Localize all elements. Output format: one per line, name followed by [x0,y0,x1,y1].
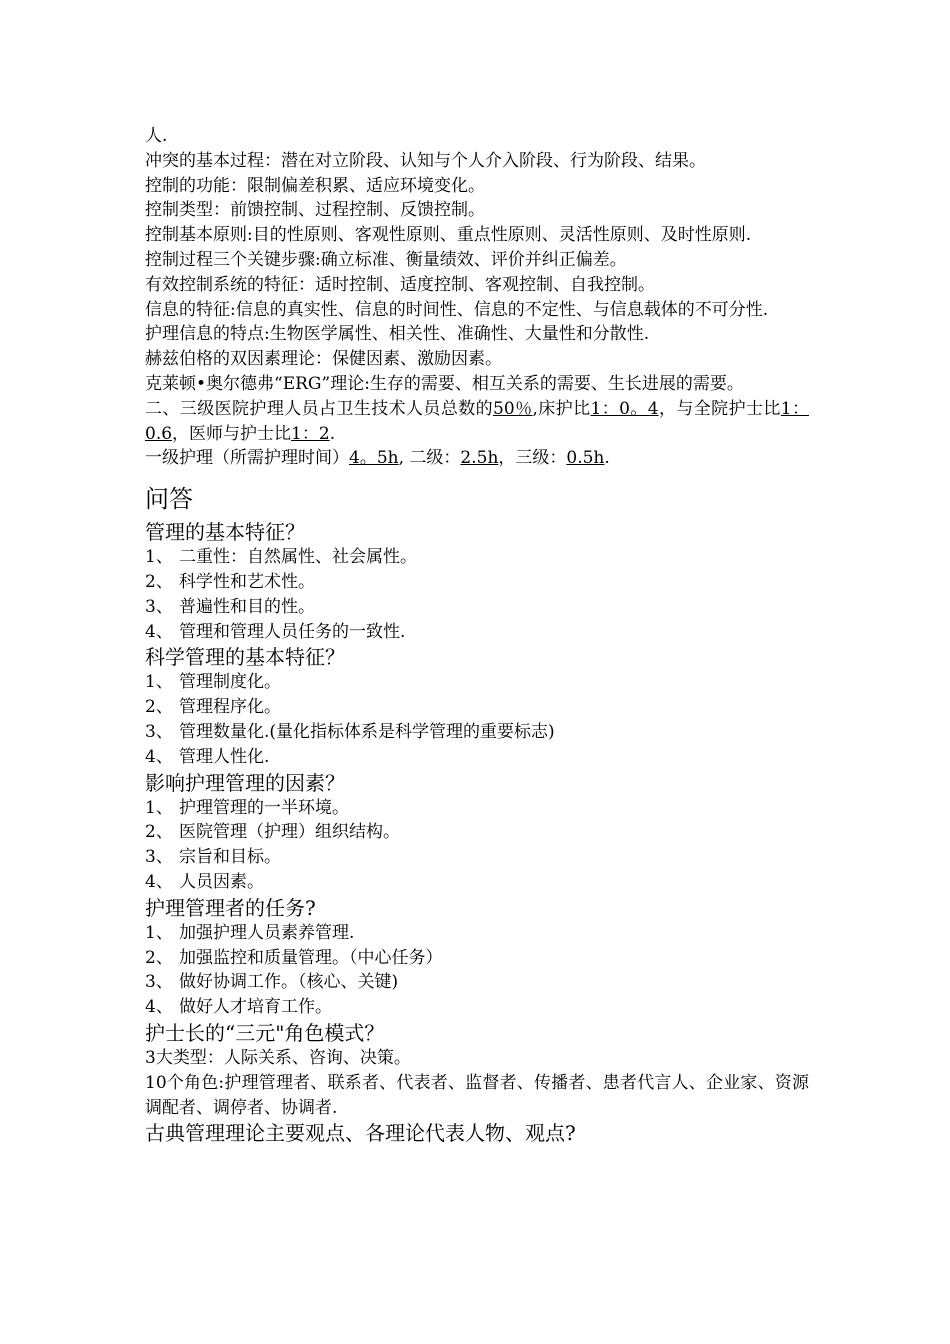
list-item: 1、 护理管理的一半环境。 [145,797,349,818]
underlined-value: 4。5h [349,448,399,469]
list-item: 3、 普遍性和目的性。 [145,596,315,617]
question-heading: 管理的基本特征？ [145,520,305,545]
list-item: 4、 人员因素。 [145,871,264,892]
list-item: 1、 加强护理人员素养管理. [145,922,355,943]
paragraph: 人. [145,126,168,146]
paragraph: 有效控制系统的特征：适时控制、适度控制、客观控制、自我控制。 [145,274,655,295]
paragraph: 信息的特征:信息的真实性、信息的时间性、信息的不定性、与信息载体的不可分性. [145,299,769,320]
paragraph: 3大类型：人际关系、咨询、决策。 [145,1047,411,1068]
list-item: 2、 管理程序化。 [145,697,281,718]
list-item: 3、 做好协调工作。（核心、关键) [145,972,399,993]
underlined-value: 50％ [493,398,533,419]
list-item: 4、 做好人才培育工作。 [145,997,332,1018]
underlined-value: 1：2 [291,423,330,444]
question-heading: 护士长的“三元"角色模式？ [145,1020,385,1045]
question-heading: 科学管理的基本特征？ [145,645,345,670]
paragraph: 护理信息的特点:生物医学属性、相关性、准确性、大量性和分散性. [145,324,650,345]
section-title: 问答 [145,485,193,514]
underlined-value: 1：0.6 [145,398,809,444]
question-heading: 影响护理管理的因素？ [145,770,345,795]
list-item: 4、 管理人性化. [145,746,270,767]
ratio-paragraph: 二、三级医院护理人员占卫生技术人员总数的50％,床护比1：0。4，与全院护士比1：0.6，医师与护士比1：2. [145,398,809,444]
nursing-level-paragraph: 一级护理（所需护理时间）4。5h, 二级：2.5h，三级：0.5h. [145,448,610,469]
paragraph: 控制基本原则:目的性原则、客观性原则、重点性原则、灵活性原则、及时性原则. [145,225,752,246]
underlined-value: 2.5h [460,448,499,469]
question-heading: 护理管理者的任务? [145,895,316,920]
paragraph: 10个角色:护理管理者、联系者、代表者、监督者、传播者、患者代言人、企业家、资源调配者、调停者、协调者. [145,1072,809,1118]
underlined-value: 1：0。4 [590,398,659,419]
list-item: 2、 医院管理（护理）组织结构。 [145,822,400,843]
paragraph: 控制的功能：限制偏差积累、适应环境变化。 [145,175,485,196]
list-item: 1、 管理制度化。 [145,672,281,693]
list-item: 1、 二重性：自然属性、社会属性。 [145,547,417,568]
paragraph: 控制类型：前馈控制、过程控制、反馈控制。 [145,200,485,221]
list-item: 2、 加强监控和质量管理。（中心任务） [145,947,443,968]
question-heading: 古典管理理论主要观点、各理论代表人物、观点? [145,1121,576,1146]
list-item: 3、 宗旨和目标。 [145,847,281,868]
paragraph: 克莱顿•奥尔德弗“ERG”理论:生存的需要、相互关系的需要、生长进展的需要。 [145,373,744,394]
list-item: 4、 管理和管理人员任务的一致性. [145,621,406,642]
list-item: 3、 管理数量化.(量化指标体系是科学管理的重要标志) [145,721,555,742]
underlined-value: 0.5h [566,448,605,469]
paragraph: 控制过程三个关键步骤:确立标准、衡量绩效、评价并纠正偏差。 [145,249,627,270]
document-page [145,124,809,1146]
list-item: 2、 科学性和艺术性。 [145,571,315,592]
paragraph: 冲突的基本过程：潜在对立阶段、认知与个人介入阶段、行为阶段、结果。 [145,150,706,171]
paragraph: 赫兹伯格的双因素理论：保健因素、激励因素。 [145,349,502,370]
